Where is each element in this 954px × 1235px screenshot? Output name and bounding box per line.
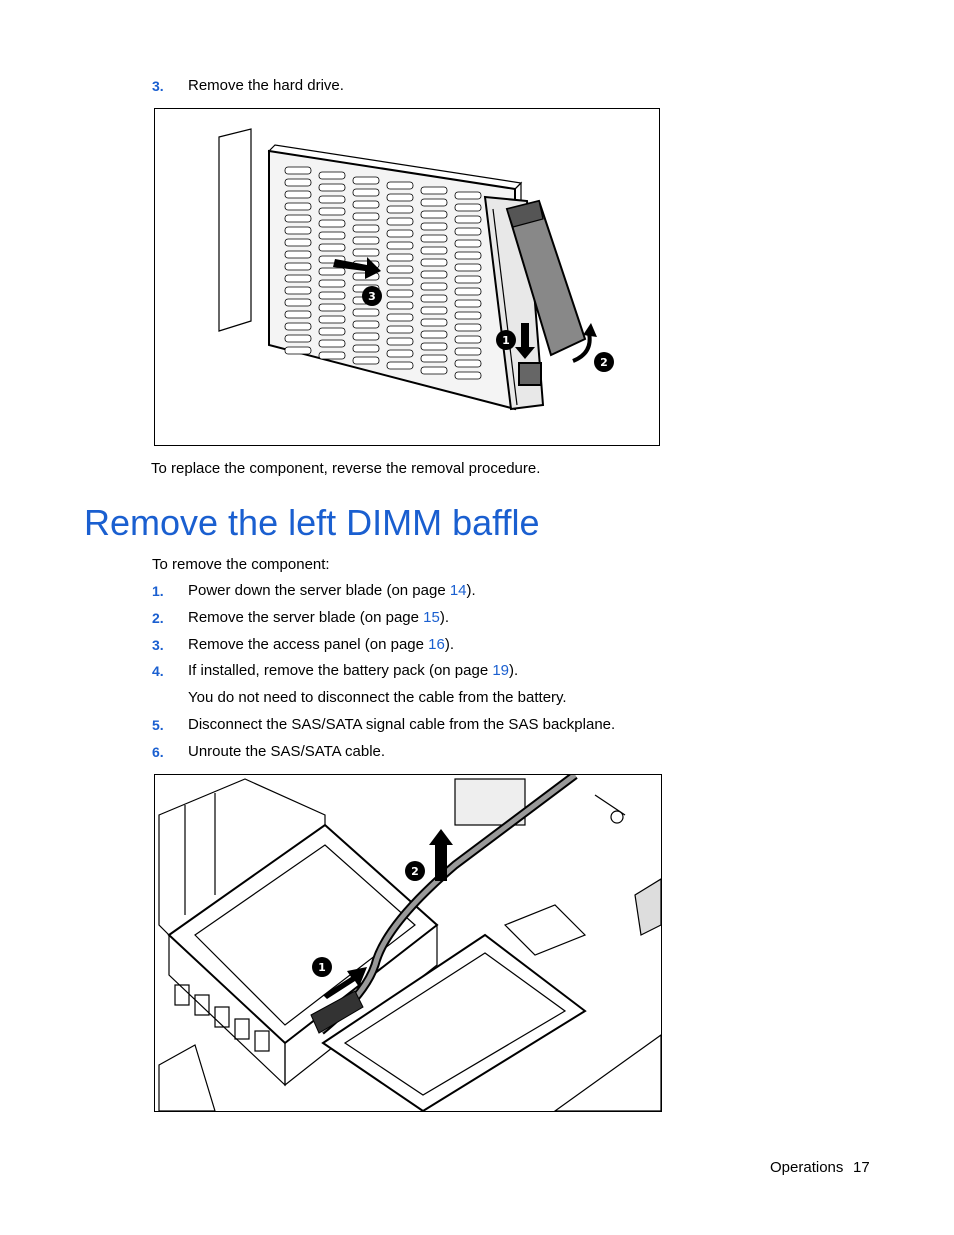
cage-slot — [387, 206, 413, 213]
cage-slot — [455, 336, 481, 343]
svg-text:1: 1 — [318, 961, 326, 974]
cage-slot — [421, 283, 447, 290]
callout-2 — [594, 352, 614, 372]
cage-slot — [421, 271, 447, 278]
svg-text:3: 3 — [368, 290, 376, 303]
cage-slot — [387, 290, 413, 297]
cage-slot — [387, 230, 413, 237]
svg-text:2: 2 — [600, 356, 608, 369]
cage-slot — [285, 227, 311, 234]
cage-slot — [387, 278, 413, 285]
step-text: Remove the hard drive. — [188, 77, 344, 94]
cage-slot — [387, 254, 413, 261]
cage-slot — [353, 345, 379, 352]
cage-slot — [455, 228, 481, 235]
step-number: 6. — [152, 744, 164, 760]
step-text: If installed, remove the battery pack (on page 19). — [188, 662, 519, 679]
page-link[interactable]: 15 — [423, 609, 440, 626]
cage-slot — [421, 235, 447, 242]
cage-slot — [353, 309, 379, 316]
step-text: Unroute the SAS/SATA cable. — [188, 743, 386, 760]
cage-slot — [455, 192, 481, 199]
cage-slot — [455, 288, 481, 295]
cage-slot — [455, 252, 481, 259]
cage-slot — [285, 179, 311, 186]
cage-slot — [319, 292, 345, 299]
footer-section: Operations — [770, 1159, 844, 1176]
cage-slot — [421, 187, 447, 194]
step-number: 3. — [152, 637, 164, 653]
cage-slot — [353, 225, 379, 232]
cage-slot — [285, 323, 311, 330]
footer-page-number: 17 — [853, 1159, 870, 1176]
hard-drive-removal-figure — [154, 108, 660, 446]
page-link[interactable]: 14 — [449, 582, 467, 599]
cage-slot — [455, 372, 481, 379]
cage-slot — [285, 275, 311, 282]
cage-slot — [285, 335, 311, 342]
cage-slot — [353, 189, 379, 196]
step-text: Disconnect the SAS/SATA signal cable from the SAS backplane. — [188, 716, 616, 733]
svg-text:1: 1 — [502, 334, 510, 347]
cage-slot — [353, 213, 379, 220]
step-number: 1. — [152, 583, 164, 599]
step-number: 4. — [152, 663, 164, 679]
cage-slot — [455, 264, 481, 271]
callout-1 — [496, 330, 516, 350]
cage-slot — [421, 343, 447, 350]
cage-slot — [455, 312, 481, 319]
cage-slot — [285, 347, 311, 354]
cage-slot — [387, 194, 413, 201]
cage-slot — [285, 191, 311, 198]
cage-slot — [387, 182, 413, 189]
cage-slot — [285, 251, 311, 258]
page-link[interactable]: 19 — [492, 662, 510, 679]
cage-slot — [285, 203, 311, 210]
callout-2 — [405, 861, 425, 881]
cage-slot — [455, 276, 481, 283]
cage-slot — [421, 211, 447, 218]
cage-slot — [387, 218, 413, 225]
cage-slot — [319, 208, 345, 215]
cage-slot — [387, 314, 413, 321]
cage-slot — [285, 263, 311, 270]
cage-slot — [455, 348, 481, 355]
cage-slot — [421, 319, 447, 326]
step-number: 2. — [152, 610, 164, 626]
cage-slot — [353, 357, 379, 364]
cage-slot — [455, 324, 481, 331]
step-number: 5. — [152, 717, 164, 733]
cage-slot — [421, 259, 447, 266]
cage-slot — [387, 338, 413, 345]
cage-slot — [319, 244, 345, 251]
cage-slot — [353, 237, 379, 244]
section-title: Remove the left DIMM baffle — [84, 502, 540, 543]
section-intro: To remove the component: — [152, 556, 330, 573]
cage-slot — [421, 367, 447, 374]
cage-slot — [387, 266, 413, 273]
cage-slot — [421, 355, 447, 362]
cage-slot — [319, 328, 345, 335]
cage-slot — [421, 295, 447, 302]
cage-slot — [353, 177, 379, 184]
cage-slot — [285, 311, 311, 318]
cage-slot — [353, 321, 379, 328]
cage-slot — [319, 172, 345, 179]
cage-slot — [319, 304, 345, 311]
cage-slot — [319, 232, 345, 239]
cage-slot — [353, 249, 379, 256]
cage-slot — [319, 196, 345, 203]
cage-slot — [387, 326, 413, 333]
step-text: Remove the access panel (on page 16). — [188, 636, 455, 653]
step-text: Power down the server blade (on page 14). — [188, 582, 476, 599]
cage-slot — [455, 240, 481, 247]
cage-slot — [353, 201, 379, 208]
callout-3 — [362, 286, 382, 306]
cage-slot — [319, 268, 345, 275]
cage-slot — [319, 340, 345, 347]
cage-slot — [319, 316, 345, 323]
hard-drive-illustration — [155, 109, 659, 445]
page-link[interactable]: 16 — [428, 636, 445, 653]
cable-unroute-figure — [154, 774, 662, 1112]
cage-slot — [285, 167, 311, 174]
cage-slot — [421, 307, 447, 314]
replace-note: To replace the component, reverse the removal procedure. — [151, 460, 541, 477]
cage-slot — [285, 287, 311, 294]
cage-slot — [285, 215, 311, 222]
cage-slot — [319, 352, 345, 359]
cage-slot — [319, 280, 345, 287]
cage-slot — [387, 350, 413, 357]
cage-slot — [285, 239, 311, 246]
cage-slot — [319, 220, 345, 227]
step-number: 3. — [152, 78, 164, 94]
cage-slot — [421, 331, 447, 338]
cage-slot — [455, 204, 481, 211]
step-note: You do not need to disconnect the cable from the battery. — [188, 689, 567, 706]
cage-slot — [421, 223, 447, 230]
cage-slot — [319, 184, 345, 191]
cage-slot — [421, 199, 447, 206]
cage-slot — [387, 242, 413, 249]
callout-1 — [312, 957, 332, 977]
server-board-illustration — [155, 775, 661, 1111]
cage-slot — [455, 360, 481, 367]
cage-slot — [387, 362, 413, 369]
svg-text:2: 2 — [411, 865, 419, 878]
cage-slot — [285, 299, 311, 306]
cage-slot — [421, 247, 447, 254]
cage-slot — [353, 333, 379, 340]
step-text: Remove the server blade (on page 15). — [188, 609, 449, 626]
cage-slot — [455, 216, 481, 223]
cage-slot — [455, 300, 481, 307]
cage-slot — [387, 302, 413, 309]
